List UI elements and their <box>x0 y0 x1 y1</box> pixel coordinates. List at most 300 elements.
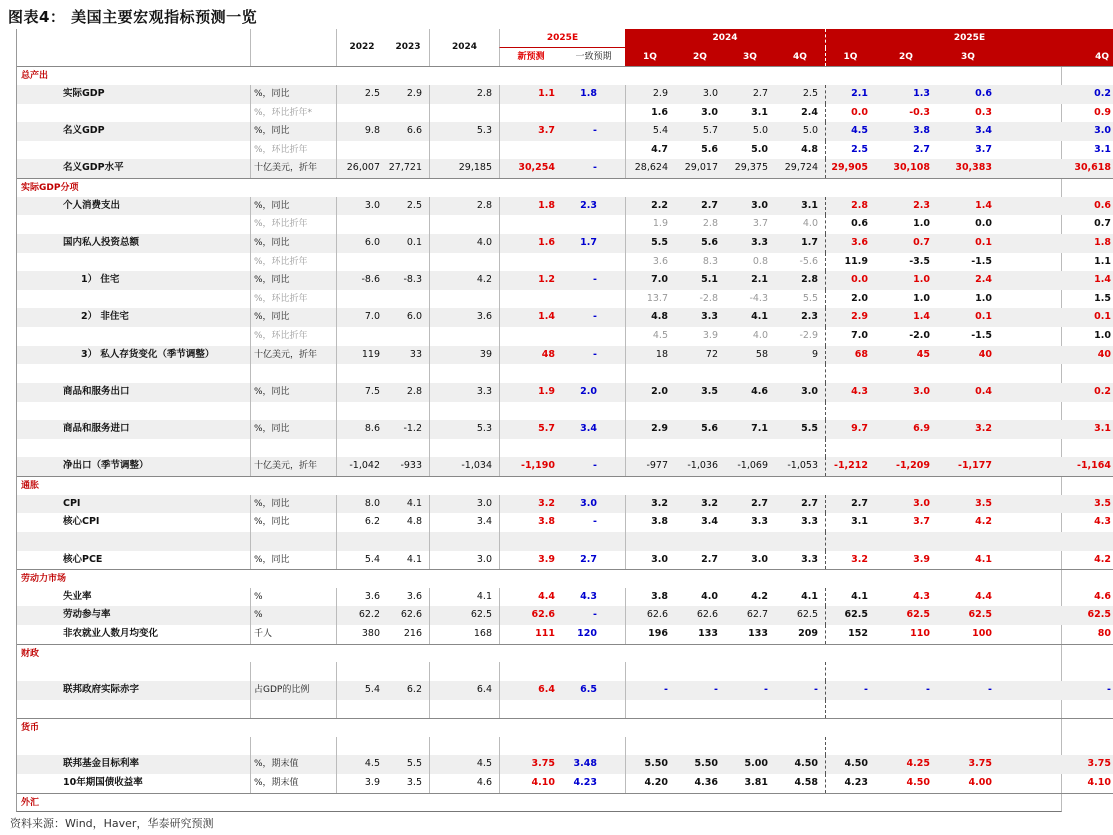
row-unit: %，同比 <box>251 551 337 570</box>
value-2022 <box>337 662 387 681</box>
value-2025-q3 <box>937 402 999 421</box>
value-2023 <box>387 327 429 346</box>
value-2024-q3: 3.0 <box>751 553 768 565</box>
row-unit <box>251 532 337 551</box>
row-label: 核心PCE <box>17 551 251 570</box>
value-2025-q4: -1,164 <box>999 457 1113 476</box>
value-2022: -1,042 <box>337 457 387 476</box>
value-2025-q2: -1,209 <box>875 457 937 476</box>
value-2024-q4: 4.8 <box>801 143 818 155</box>
value-2024-q3: 7.1 <box>725 420 775 439</box>
row-label <box>17 253 251 272</box>
value-2022 <box>337 737 387 756</box>
value-2024-q2: 3.9 <box>702 330 718 341</box>
value-2025-q1 <box>825 532 875 551</box>
row-unit: %，期末值 <box>251 774 337 793</box>
value-2023: 3.5 <box>406 777 422 788</box>
value-2025-q1 <box>825 737 875 756</box>
value-2022 <box>337 327 387 346</box>
row-label <box>17 215 251 234</box>
header-2024-1q: 1Q <box>625 48 675 67</box>
header-2024-2q: 2Q <box>675 48 725 67</box>
value-2025-q2: 1.0 <box>875 271 937 290</box>
row-unit: 占GDP的比例 <box>251 681 337 700</box>
value-2025-q1: 2.0 <box>825 290 875 309</box>
value-2025e-new-forecast: 5.7 <box>499 420 562 439</box>
value-2024 <box>429 439 499 458</box>
value-2025e-consensus: 3.48 <box>562 755 625 774</box>
value-2025e-consensus <box>562 141 625 160</box>
value-2024-q2: 4.0 <box>701 590 718 602</box>
value-2024-q2 <box>675 402 725 421</box>
value-2025-q3 <box>937 662 999 681</box>
value-2025-q4: 0.1 <box>999 308 1113 327</box>
row-label <box>17 364 251 383</box>
value-2022: 380 <box>361 628 380 639</box>
value-2025-q1: 68 <box>825 346 875 365</box>
value-2024-q3: 2.7 <box>725 85 775 104</box>
value-2025-q3: 62.5 <box>937 606 999 625</box>
row-unit: 十亿美元，折年 <box>251 346 337 365</box>
row-label <box>17 700 251 719</box>
value-2024-q4: 4.0 <box>802 218 818 230</box>
value-2025-q4: 80 <box>1097 628 1111 639</box>
row-label: 1） 住宅 <box>17 271 251 290</box>
header-2025-1q: 1Q <box>825 48 875 67</box>
value-2025-q1: 4.3 <box>825 383 875 402</box>
row-unit: %，同比 <box>251 495 337 514</box>
value-2022: 3.6 <box>364 590 380 602</box>
value-2024-q4: 5.0 <box>775 122 825 141</box>
value-2025-q1: 3.1 <box>825 513 875 532</box>
value-2025e-new-forecast <box>499 402 562 421</box>
value-2025e-new-forecast: 3.2 <box>499 495 562 514</box>
value-2024-q4: 2.8 <box>775 271 825 290</box>
header-year-2024: 2024 <box>429 29 499 66</box>
value-2024-q2: 3.0 <box>675 85 725 104</box>
value-2024-q2: 2.7 <box>675 197 725 216</box>
category-header: 劳动力市场 <box>17 569 1113 588</box>
row-label <box>17 327 251 346</box>
value-2024-q4: 62.5 <box>775 606 825 625</box>
value-2024-q4: 5.5 <box>802 292 818 304</box>
row-unit <box>251 364 337 383</box>
value-2024-q4: 29,724 <box>775 159 825 178</box>
value-2025e-new-forecast <box>499 700 562 719</box>
value-2025-q2 <box>875 737 937 756</box>
value-2025-q1: 2.7 <box>825 495 875 514</box>
row-label: 失业率 <box>17 588 251 607</box>
value-2025e-new-forecast <box>499 215 562 234</box>
value-2025-q3: -1.5 <box>971 255 992 267</box>
value-2025-q2: 4.25 <box>875 755 937 774</box>
value-2024-q4: 3.3 <box>801 516 818 528</box>
value-2025e-consensus: 3.0 <box>562 495 625 514</box>
row-label <box>17 662 251 681</box>
value-2024-q3: 58 <box>725 346 775 365</box>
value-2025-q2: -2.0 <box>909 330 930 341</box>
value-2024: 2.8 <box>429 85 499 104</box>
value-2024: 39 <box>429 346 499 365</box>
value-2024-q1: 2.9 <box>625 85 675 104</box>
row-label <box>17 141 251 160</box>
value-2024-q3: 5.0 <box>725 122 775 141</box>
value-2025-q2: 62.5 <box>875 606 937 625</box>
value-2025-q4 <box>999 532 1113 551</box>
value-2024-q2: -2.8 <box>699 292 718 304</box>
value-2025e-new-forecast <box>499 253 562 272</box>
value-2024-q1: 18 <box>625 346 675 365</box>
value-2024-q3: 29,375 <box>725 159 775 178</box>
value-2023: 2.9 <box>387 85 429 104</box>
value-2023 <box>387 700 429 719</box>
value-2022: 9.8 <box>337 122 387 141</box>
value-2025e-new-forecast <box>499 141 562 160</box>
value-2024: 3.4 <box>429 513 499 532</box>
value-2024-q4 <box>775 737 825 756</box>
value-2024-q2: 5.6 <box>701 143 718 155</box>
row-unit: %，同比 <box>251 197 337 216</box>
value-2025-q3 <box>937 700 999 719</box>
value-2025-q1: 152 <box>825 625 875 644</box>
header-2025-3q: 3Q <box>937 48 999 67</box>
value-2024: 4.6 <box>429 774 499 793</box>
value-2022 <box>337 402 387 421</box>
value-2025e-consensus: - <box>593 516 597 528</box>
value-2022: 6.0 <box>337 234 387 253</box>
value-2025-q4: 4.3 <box>1094 516 1111 528</box>
row-label: 核心CPI <box>17 513 251 532</box>
row-label: 商品和服务进口 <box>17 420 251 439</box>
value-2024-q1: 3.0 <box>625 551 675 570</box>
value-2025-q4: 3.0 <box>999 122 1113 141</box>
row-label: 联邦政府实际赤字 <box>17 681 251 700</box>
value-2025-q1: 2.1 <box>825 85 875 104</box>
value-2025-q2: - <box>875 681 937 700</box>
row-unit: % <box>251 606 337 625</box>
value-2023 <box>387 215 429 234</box>
value-2025-q1: 0.0 <box>825 271 875 290</box>
value-2025-q1: 0.0 <box>825 104 875 123</box>
value-2025-q3 <box>937 364 999 383</box>
row-label: CPI <box>17 495 251 514</box>
value-2025e-new-forecast: 1.1 <box>499 85 562 104</box>
value-2022: 26,007 <box>337 159 387 178</box>
value-2025-q4 <box>999 364 1113 383</box>
value-2024-q3 <box>725 439 775 458</box>
value-2022: 119 <box>337 346 387 365</box>
header-2024-3q: 3Q <box>725 48 775 67</box>
value-2025-q3: 3.7 <box>975 143 992 155</box>
value-2024-q1: 5.50 <box>625 755 675 774</box>
value-2024 <box>429 104 499 123</box>
header-new-forecast: 新预测 <box>499 48 562 67</box>
value-2025-q1 <box>825 700 875 719</box>
row-label: 净出口（季节调整） <box>17 457 251 476</box>
value-2024-q2 <box>675 364 725 383</box>
value-2023: 33 <box>387 346 429 365</box>
value-2024 <box>429 290 499 309</box>
header-2025e-q-group: 2025E <box>825 29 1113 48</box>
value-2025-q3: 4.2 <box>975 516 992 528</box>
value-2024 <box>429 141 499 160</box>
value-2024-q4: 9 <box>775 346 825 365</box>
row-unit: %，环比折年 <box>251 290 337 309</box>
value-2025-q2: 3.7 <box>913 516 930 528</box>
value-2025-q2: 1.3 <box>875 85 937 104</box>
value-2024: -1,034 <box>429 457 499 476</box>
row-unit: 十亿美元，折年 <box>251 159 337 178</box>
value-2024-q1: 62.6 <box>625 606 675 625</box>
row-unit: %，同比 <box>251 420 337 439</box>
value-2024 <box>429 327 499 346</box>
value-2025-q1: 2.8 <box>825 197 875 216</box>
value-2024-q3: 5.00 <box>725 755 775 774</box>
value-2024-q1 <box>625 402 675 421</box>
value-2023: 4.1 <box>406 553 422 565</box>
value-2022: 5.4 <box>364 553 380 565</box>
value-2023 <box>387 662 429 681</box>
value-2024-q4: 2.3 <box>775 308 825 327</box>
value-2025e-consensus <box>562 662 625 681</box>
row-label: 名义GDP <box>17 122 251 141</box>
value-2025-q2: 3.0 <box>875 383 937 402</box>
value-2024: 3.3 <box>429 383 499 402</box>
value-2024-q3: 4.0 <box>752 330 768 341</box>
value-2025e-consensus: - <box>562 271 625 290</box>
value-2025-q3: 0.3 <box>975 106 992 118</box>
value-2025-q3 <box>937 439 999 458</box>
value-2025e-consensus: 4.3 <box>580 590 597 602</box>
value-2024-q4 <box>775 402 825 421</box>
value-2025e-consensus: - <box>562 122 625 141</box>
value-2025e-consensus: - <box>562 346 625 365</box>
value-2025-q4: 0.9 <box>1094 106 1111 118</box>
category-header: 货币 <box>17 718 1113 737</box>
header-consensus: 一致预期 <box>575 51 612 62</box>
value-2025-q4: 3.1 <box>999 420 1113 439</box>
value-2022 <box>337 141 387 160</box>
value-2023: 2.5 <box>387 197 429 216</box>
value-2025e-new-forecast <box>499 662 562 681</box>
value-2025e-consensus: 1.7 <box>562 234 625 253</box>
value-2025-q4: 3.5 <box>999 495 1113 514</box>
value-2022 <box>337 290 387 309</box>
value-2022 <box>337 104 387 123</box>
value-2025-q3: 0.6 <box>937 85 999 104</box>
value-2025-q4 <box>999 662 1113 681</box>
value-2023 <box>387 104 429 123</box>
table-grid <box>16 29 1111 812</box>
value-2025e-new-forecast: 3.8 <box>499 513 562 532</box>
value-2024: 6.4 <box>429 681 499 700</box>
value-2025e-new-forecast: 111 <box>499 625 562 644</box>
value-2025e-new-forecast <box>499 532 562 551</box>
value-2024-q3 <box>725 700 775 719</box>
value-2023: 6.2 <box>387 681 429 700</box>
value-2025-q1: 4.5 <box>825 122 875 141</box>
value-2024-q2: 3.4 <box>701 516 718 528</box>
value-2025-q1: 2.9 <box>825 308 875 327</box>
value-2025-q3: - <box>937 681 999 700</box>
value-2023: 4.1 <box>387 495 429 514</box>
value-2024-q4 <box>775 532 825 551</box>
value-2025-q2: 6.9 <box>875 420 937 439</box>
header-2024-4q: 4Q <box>775 48 825 67</box>
value-2024-q1: 4.7 <box>625 141 675 160</box>
value-2025-q1: 3.2 <box>825 551 875 570</box>
value-2023 <box>387 737 429 756</box>
row-unit: %，环比折年* <box>251 104 337 123</box>
value-2024-q3: 2.1 <box>725 271 775 290</box>
value-2025-q3: 3.4 <box>937 122 999 141</box>
value-2025e-new-forecast: 30,254 <box>499 159 562 178</box>
macro-forecast-table <box>16 29 1111 812</box>
value-2025-q4: - <box>999 681 1113 700</box>
value-2024-q3: 4.1 <box>725 308 775 327</box>
row-label: 2） 非住宅 <box>17 308 251 327</box>
value-2025-q2 <box>875 402 937 421</box>
value-2024: 2.8 <box>429 197 499 216</box>
value-2024-q4: 5.5 <box>775 420 825 439</box>
value-2025-q2: 1.0 <box>913 218 930 230</box>
value-2024-q2: 29,017 <box>675 159 725 178</box>
value-2025e-new-forecast: 4.10 <box>499 774 562 793</box>
value-2025e-new-forecast <box>499 737 562 756</box>
value-2025-q2: 1.4 <box>875 308 937 327</box>
value-2023 <box>387 290 429 309</box>
row-unit <box>251 439 337 458</box>
value-2024-q1: 3.6 <box>625 253 675 272</box>
row-label: 个人消费支出 <box>17 197 251 216</box>
value-2024 <box>429 402 499 421</box>
value-2025e-consensus <box>562 253 625 272</box>
value-2025-q3: 3.5 <box>937 495 999 514</box>
row-unit: %，环比折年 <box>251 253 337 272</box>
header-year-2022: 2022 <box>349 42 375 52</box>
value-2023: 3.6 <box>406 590 422 602</box>
value-2024-q1: 2.0 <box>625 383 675 402</box>
value-2025-q2: 3.9 <box>913 553 930 565</box>
value-2025e-consensus: 3.4 <box>562 420 625 439</box>
header-2025e-group: 2025E <box>499 29 625 48</box>
value-2025-q3: 3.75 <box>937 755 999 774</box>
value-2025-q3 <box>937 737 999 756</box>
header-blank <box>17 29 251 66</box>
value-2023: -1.2 <box>387 420 429 439</box>
value-2023 <box>387 402 429 421</box>
row-unit: %，同比 <box>251 383 337 402</box>
value-2024-q2: 133 <box>698 628 718 639</box>
value-2025e-new-forecast: 1.2 <box>499 271 562 290</box>
value-2025e-new-forecast: 3.9 <box>499 551 562 570</box>
value-2025-q3: 1.0 <box>975 292 992 304</box>
row-label: 3） 私人存货变化（季节调整） <box>17 346 251 365</box>
page-title: 图表4： 美国主要宏观指标预测一览 <box>8 8 258 26</box>
value-2025-q1: 3.6 <box>825 234 875 253</box>
value-2024-q4 <box>775 700 825 719</box>
value-2024-q2: 5.7 <box>675 122 725 141</box>
value-2025e-new-forecast <box>499 327 562 346</box>
value-2024-q3: - <box>725 681 775 700</box>
value-2024-q1: 2.2 <box>625 197 675 216</box>
value-2024-q2: 3.3 <box>675 308 725 327</box>
value-2023 <box>387 532 429 551</box>
value-2022 <box>337 364 387 383</box>
value-2022 <box>337 439 387 458</box>
value-2025e-new-forecast <box>499 439 562 458</box>
value-2024-q4: -2.9 <box>799 330 818 341</box>
value-2022: 4.5 <box>337 755 387 774</box>
value-2025-q3: 4.4 <box>975 590 992 602</box>
value-2025-q1: -1,212 <box>825 457 875 476</box>
row-unit: 十亿美元，折年 <box>251 457 337 476</box>
value-2025-q1 <box>825 364 875 383</box>
value-2024-q1: 4.8 <box>625 308 675 327</box>
value-2022: 2.5 <box>337 85 387 104</box>
value-2022: 8.6 <box>337 420 387 439</box>
value-2025-q2: -0.3 <box>909 106 930 118</box>
value-2025-q4: 1.8 <box>999 234 1113 253</box>
value-2024 <box>429 737 499 756</box>
value-2024-q4: 2.7 <box>775 495 825 514</box>
value-2024-q1: 13.7 <box>625 290 675 309</box>
value-2024 <box>429 532 499 551</box>
value-2024-q3 <box>725 737 775 756</box>
value-2025e-consensus <box>562 532 625 551</box>
value-2024-q1: 5.5 <box>625 234 675 253</box>
value-2025-q3: 2.4 <box>937 271 999 290</box>
value-2022 <box>337 215 387 234</box>
value-2023: 6.6 <box>387 122 429 141</box>
value-2024-q1: 3.8 <box>625 588 675 607</box>
row-label: 实际GDP <box>17 85 251 104</box>
value-2025e-new-forecast <box>499 290 562 309</box>
value-2025-q4: 3.75 <box>999 755 1113 774</box>
value-2025-q4: 3.1 <box>1094 143 1111 155</box>
value-2024-q1: -977 <box>625 457 675 476</box>
value-2025-q3: 0.4 <box>937 383 999 402</box>
value-2025-q2 <box>875 700 937 719</box>
value-2022: 7.5 <box>337 383 387 402</box>
value-2024-q1: 28,624 <box>625 159 675 178</box>
value-2024-q4: 209 <box>798 628 818 639</box>
value-2025-q3: 0.1 <box>937 308 999 327</box>
value-2024-q2 <box>675 700 725 719</box>
value-2024-q1: - <box>625 681 675 700</box>
value-2025-q3 <box>937 532 999 551</box>
value-2025-q4: 0.7 <box>1094 218 1111 230</box>
value-2024 <box>429 364 499 383</box>
row-unit: %，同比 <box>251 271 337 290</box>
value-2024 <box>429 662 499 681</box>
value-2025-q2 <box>875 532 937 551</box>
value-2024: 4.5 <box>429 755 499 774</box>
value-2025-q4 <box>999 439 1113 458</box>
value-2025-q3: 4.00 <box>968 777 992 788</box>
value-2025e-new-forecast: 3.7 <box>499 122 562 141</box>
value-2024 <box>429 700 499 719</box>
value-2024 <box>429 253 499 272</box>
value-2024-q2 <box>675 532 725 551</box>
value-2025-q4: 4.6 <box>1094 590 1111 602</box>
value-2024: 4.1 <box>429 588 499 607</box>
value-2025e-new-forecast <box>499 364 562 383</box>
value-2024-q3: 3.81 <box>744 777 768 788</box>
row-label: 名义GDP水平 <box>17 159 251 178</box>
value-2025-q1: 7.0 <box>825 327 875 346</box>
value-2024-q1 <box>625 364 675 383</box>
